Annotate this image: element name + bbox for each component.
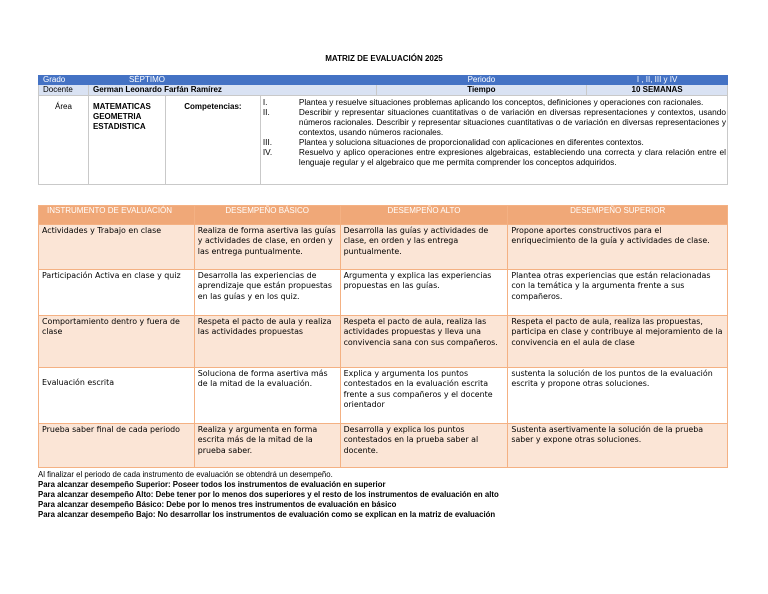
competencias-cell [260, 96, 727, 185]
subject-geometria: GEOMETRIA [92, 112, 142, 121]
competencia-item: IV. Resuelvo y aplico operaciones entre expresiones algebraicas, estableciendo una correcta y clara relación entre el lenguaje regular y el algebraico que me permita comprender los conceptos adquiridos. [262, 147, 726, 167]
table-cell: Explica y argumenta los puntos contestados en la evaluación escrita frente a sus compañeros y el docente orientador [340, 368, 508, 424]
info-header-row [39, 76, 728, 85]
competencia-item: II. Describir y representar situaciones cuantitativas o de variación en diversas representaciones y contextos, usando números racionales. Describir y representar situaciones cuantitativas o de variación en diversas representaciones y contextos, usando números racionales. [262, 107, 726, 137]
grado-label: Grado [39, 76, 89, 85]
col-header-superior: DESEMPEÑO SUPERIOR [508, 206, 728, 225]
tiempo-label: Tiempo [376, 85, 587, 96]
periodo-value: I , II, III y IV [587, 76, 728, 85]
table-cell: Propone aportes constructivos para el enriquecimiento de la guía y actividades de clase. [508, 225, 728, 270]
table-cell: Plantea otras experiencias que están relacionadas con la temática y la argumenta frente a sus compañeros. [508, 270, 728, 316]
table-row [39, 424, 728, 468]
table-cell: sustenta la solución de los puntos de la evaluación escrita y propone otras soluciones. [508, 368, 728, 424]
area-subjects [88, 96, 165, 185]
table-cell: Respeta el pacto de aula, realiza las actividades propuestas y lleva una convivencia sana con sus compañeros. [340, 316, 508, 368]
table-cell: Participación Activa en clase y quiz [39, 270, 195, 316]
competencia-item: I. Plantea y resuelve situaciones problemas aplicando los conceptos, definiciones y operaciones con racionales. [262, 97, 704, 107]
info-table [38, 75, 728, 185]
col-header-basico: DESEMPEÑO BÁSICO [194, 206, 340, 225]
table-cell: Soluciona de forma asertiva más de la mitad de la evaluación. [194, 368, 340, 424]
document-title: MATRIZ DE EVALUACIÓN 2025 [325, 54, 443, 63]
table-row [39, 368, 728, 424]
instruments-header-row [39, 206, 728, 225]
note-line: Para alcanzar desempeño Alto: Debe tener por lo menos dos superiores y el resto de los instrumentos de evaluación en alto [38, 490, 499, 499]
docente-label: Docente [39, 85, 89, 96]
table-row [39, 316, 728, 368]
docente-row [39, 85, 728, 96]
table-row [39, 225, 728, 270]
note-line: Al finalizar el periodo de cada instrumento de evaluación se obtendrá un desempeño. [38, 470, 333, 479]
competencia-item: III. Plantea y soluciona situaciones de proporcionalidad con aplicaciones en diferentes contextos. [262, 137, 644, 147]
docente-value: German Leonardo Farfán Ramírez [88, 85, 376, 96]
col-header-alto: DESEMPEÑO ALTO [340, 206, 508, 225]
grado-value: SÉPTIMO [88, 76, 376, 85]
col-header-instrumento: INSTRUMENTO DE EVALUACIÓN [39, 206, 195, 225]
table-cell: Actividades y Trabajo en clase [39, 225, 195, 270]
area-row [39, 96, 728, 185]
table-cell: Respeta el pacto de aula, realiza las propuestas, participa en clase y contribuye al mejoramiento de la convivencia en el aula de clase [508, 316, 728, 368]
evaluation-notes [38, 470, 499, 520]
area-label: Área [39, 96, 89, 185]
table-cell: Evaluación escrita [39, 368, 195, 424]
table-cell: Respeta el pacto de aula y realiza las actividades propuestas [194, 316, 340, 368]
tiempo-value: 10 SEMANAS [587, 85, 728, 96]
table-cell: Realiza de forma asertiva las guías y actividades de clase, en orden y las entrega puntualmente. [194, 225, 340, 270]
table-cell: Desarrolla las guías y actividades de clase, en orden y las entrega puntualmente. [340, 225, 508, 270]
table-row [39, 270, 728, 316]
table-cell: Argumenta y explica las experiencias propuestas en las guías. [340, 270, 508, 316]
competencias-label: Competencias: [165, 96, 260, 185]
table-cell: Sustenta asertivamente la solución de la prueba saber y expone otras soluciones. [508, 424, 728, 468]
table-cell: Prueba saber final de cada periodo [39, 424, 195, 468]
table-cell: Desarrolla las experiencias de aprendizaje que están propuestas en las guías y en los quiz. [194, 270, 340, 316]
table-cell: Comportamiento dentro y fuera de clase [39, 316, 195, 368]
competencias-list [263, 97, 726, 167]
periodo-label: Periodo [376, 76, 587, 85]
subject-estadistica: ESTADISTICA [92, 122, 146, 131]
subject-matematicas: MATEMATICAS [92, 102, 151, 111]
note-line: Para alcanzar desempeño Bajo: No desarrollar los instrumentos de evaluación como se explican en la matriz de evaluación [38, 510, 496, 519]
table-cell: Desarrolla y explica los puntos contestados en la prueba saber al docente. [340, 424, 508, 468]
note-line: Para alcanzar desempeño Básico: Debe por lo menos tres instrumentos de evaluación en básico [38, 500, 397, 509]
instruments-table [38, 205, 728, 468]
note-line: Para alcanzar desempeño Superior: Poseer todos los instrumentos de evaluación en superior [38, 480, 386, 489]
table-cell: Realiza y argumenta en forma escrita más de la mitad de la prueba saber. [194, 424, 340, 468]
